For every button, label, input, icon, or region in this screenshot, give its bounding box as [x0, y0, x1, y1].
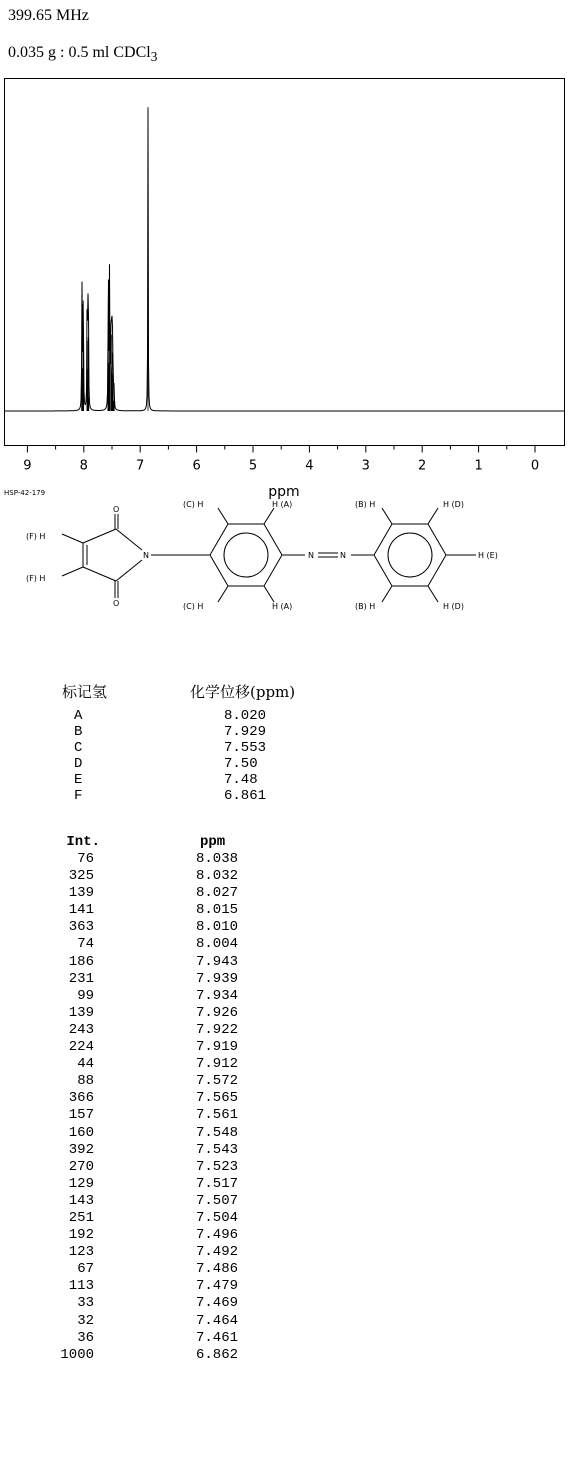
- label-a-top: H (A): [272, 500, 293, 509]
- x-axis-label: ppm: [268, 484, 300, 500]
- table-row: [0, 1330, 340, 1347]
- peak-int: 231: [68, 970, 94, 987]
- x-tick-label: 8: [79, 458, 88, 474]
- table-row: [0, 988, 340, 1005]
- label-n-azo-2: N: [340, 551, 346, 560]
- table-row: [0, 1159, 340, 1176]
- peak-int: 36: [77, 1329, 94, 1346]
- table-row: [0, 1056, 340, 1073]
- table-row: [0, 851, 340, 868]
- chemical-structure: [0, 500, 570, 660]
- shift-table: [0, 708, 300, 804]
- peak-marks: [82, 107, 148, 411]
- peak-int: 157: [68, 1107, 94, 1124]
- peak-int: 186: [68, 953, 94, 970]
- maleimide-ring: [62, 514, 210, 598]
- table-row: [0, 1176, 340, 1193]
- x-tick-label: 1: [474, 458, 483, 474]
- peak-int: 76: [77, 851, 94, 867]
- shift-row-ppm: 7.48: [224, 772, 258, 788]
- label-f-top: (F) H: [26, 532, 46, 541]
- x-tick-label: 3: [361, 458, 370, 474]
- label-f-bottom: (F) H: [26, 574, 46, 583]
- peak-ppm: 8.015: [196, 902, 239, 919]
- x-tick-label: 0: [530, 458, 540, 474]
- peak-int: 141: [68, 902, 94, 919]
- peak-ppm: 7.543: [196, 1141, 239, 1158]
- shift-row: [0, 788, 300, 804]
- peak-int: 113: [68, 1278, 94, 1295]
- label-d-top: H (D): [443, 500, 464, 509]
- peak-int: 32: [77, 1312, 94, 1329]
- shift-header-label: 标记氢: [62, 683, 108, 701]
- peak-ppm: 7.517: [196, 1175, 239, 1192]
- shift-row: [0, 740, 300, 756]
- peak-ppm: 7.479: [196, 1278, 239, 1295]
- azo-bond: [318, 553, 374, 557]
- shift-row: [0, 756, 300, 772]
- table-row: [0, 868, 340, 885]
- peak-int: 139: [68, 1004, 94, 1021]
- x-tick-label: 9: [23, 458, 32, 474]
- table-row: [0, 1193, 340, 1210]
- peak-int: 224: [68, 1039, 94, 1056]
- peak-ppm: 8.027: [196, 885, 239, 902]
- peak-ppm: 7.469: [196, 1295, 239, 1312]
- peak-ppm: 7.565: [196, 1090, 239, 1107]
- peak-int: 392: [68, 1141, 94, 1158]
- label-o-bottom: O: [113, 599, 120, 608]
- label-d-bottom: H (D): [443, 602, 464, 611]
- peak-int: 143: [68, 1192, 94, 1209]
- table-row: [0, 1244, 340, 1261]
- phenyl-ring-2: [374, 508, 476, 602]
- shift-row: [0, 708, 300, 724]
- shift-row-label: E: [74, 772, 83, 788]
- sample-code: HSP-42-179: [4, 489, 46, 497]
- table-row: [0, 1073, 340, 1090]
- peak-ppm: 7.561: [196, 1107, 239, 1124]
- structure-labels: [26, 500, 498, 611]
- table-row: [0, 1022, 340, 1039]
- peak-ppm: 6.862: [196, 1346, 239, 1363]
- table-row: [0, 1107, 340, 1124]
- table-row: [0, 954, 340, 971]
- peak-int: 270: [68, 1158, 94, 1175]
- solvent-subscript: 3: [150, 49, 158, 65]
- peak-int: 325: [68, 868, 94, 885]
- shift-row-label: D: [74, 756, 83, 772]
- table-row: [0, 1210, 340, 1227]
- table-row: [0, 1125, 340, 1142]
- table-row: [0, 1142, 340, 1159]
- peak-ppm: 8.038: [196, 851, 239, 867]
- peak-rows: [0, 851, 340, 1364]
- header-int: Int.: [66, 834, 100, 850]
- table-row: [0, 1039, 340, 1056]
- label-n-azo-1: N: [308, 551, 314, 560]
- minor-ticks: [56, 446, 507, 450]
- table-row: [0, 936, 340, 953]
- table-row: [0, 1261, 340, 1278]
- peak-ppm: 8.004: [196, 936, 239, 953]
- label-n-imide: N: [143, 551, 149, 560]
- peak-int: 139: [68, 885, 94, 902]
- peak-table: [0, 834, 340, 1364]
- peak-int: 44: [77, 1056, 94, 1073]
- table-row: [0, 971, 340, 988]
- peak-ppm: 7.464: [196, 1312, 239, 1329]
- peak-int: 88: [77, 1073, 94, 1090]
- label-o-top: O: [113, 505, 120, 514]
- peak-int: 74: [77, 936, 94, 953]
- shift-row-label: B: [74, 724, 83, 740]
- peak-ppm: 7.461: [196, 1329, 239, 1346]
- spectrometer-frequency: 399.65 MHz: [8, 7, 89, 24]
- x-tick-label: 2: [418, 458, 427, 474]
- peak-int: 33: [77, 1295, 94, 1312]
- header-ppm: ppm: [200, 834, 226, 850]
- shift-row: [0, 724, 300, 740]
- phenyl-ring-1: [210, 508, 305, 602]
- table-row: [0, 1227, 340, 1244]
- label-c-top: (C) H: [183, 500, 204, 509]
- table-row: [0, 885, 340, 902]
- peak-ppm: 7.496: [196, 1227, 239, 1244]
- peak-ppm: 7.572: [196, 1073, 239, 1090]
- shift-row-ppm: 7.50: [224, 756, 258, 772]
- shift-row-label: C: [74, 740, 83, 756]
- peak-int: 363: [68, 919, 94, 936]
- sample-concentration: [8, 44, 157, 65]
- peak-ppm: 8.032: [196, 868, 239, 885]
- peak-ppm: 7.943: [196, 953, 239, 970]
- table-row: [0, 1005, 340, 1022]
- peak-int: 129: [68, 1175, 94, 1192]
- peak-int: 366: [68, 1090, 94, 1107]
- label-b-top: (B) H: [355, 500, 376, 509]
- label-a-bottom: H (A): [272, 602, 293, 611]
- shift-row-label: A: [74, 708, 83, 724]
- peak-table-header: [0, 834, 340, 851]
- table-row: [0, 1090, 340, 1107]
- peak-ppm: 8.010: [196, 919, 239, 936]
- label-e: H (E): [478, 551, 498, 560]
- table-row: [0, 1295, 340, 1312]
- peak-int: 192: [68, 1227, 94, 1244]
- sample-concentration-text: 0.035 g : 0.5 ml CDCl: [8, 44, 151, 61]
- spectrum-trace: [5, 109, 564, 411]
- label-b-bottom: (B) H: [355, 602, 376, 611]
- shift-header-ppm: 化学位移(ppm): [190, 683, 296, 701]
- x-tick-labels: [23, 459, 539, 474]
- peak-ppm: 7.912: [196, 1056, 239, 1073]
- x-tick-label: 4: [305, 458, 314, 474]
- x-tick-label: 7: [136, 458, 145, 474]
- shift-row-label: F: [74, 788, 83, 804]
- peak-ppm: 7.507: [196, 1192, 239, 1209]
- peak-int: 160: [68, 1124, 94, 1141]
- peak-ppm: 7.934: [196, 987, 239, 1004]
- shift-row-ppm: 6.861: [224, 788, 267, 804]
- peak-int: 251: [68, 1209, 94, 1226]
- shift-row-ppm: 8.020: [224, 708, 267, 724]
- x-tick-label: 6: [192, 458, 201, 474]
- peak-int: 123: [68, 1244, 94, 1261]
- peak-int: 67: [77, 1261, 94, 1278]
- peak-ppm: 7.919: [196, 1039, 239, 1056]
- table-row: [0, 1278, 340, 1295]
- table-row: [0, 902, 340, 919]
- peak-ppm: 7.504: [196, 1209, 239, 1226]
- peak-int: 99: [77, 987, 94, 1004]
- shift-row-ppm: 7.929: [224, 724, 267, 740]
- peak-int: 1000: [60, 1346, 94, 1363]
- shift-row-ppm: 7.553: [224, 740, 267, 756]
- peak-ppm: 7.939: [196, 970, 239, 987]
- peak-ppm: 7.492: [196, 1244, 239, 1261]
- label-c-bottom: (C) H: [183, 602, 204, 611]
- peak-ppm: 7.926: [196, 1004, 239, 1021]
- peak-ppm: 7.922: [196, 1021, 239, 1038]
- peak-ppm: 7.486: [196, 1261, 239, 1278]
- table-row: [0, 1347, 340, 1364]
- table-row: [0, 919, 340, 936]
- peak-ppm: 7.548: [196, 1124, 239, 1141]
- peak-int: 243: [68, 1021, 94, 1038]
- x-tick-label: 5: [248, 458, 258, 474]
- shift-row: [0, 772, 300, 788]
- peak-ppm: 7.523: [196, 1158, 239, 1175]
- table-row: [0, 1313, 340, 1330]
